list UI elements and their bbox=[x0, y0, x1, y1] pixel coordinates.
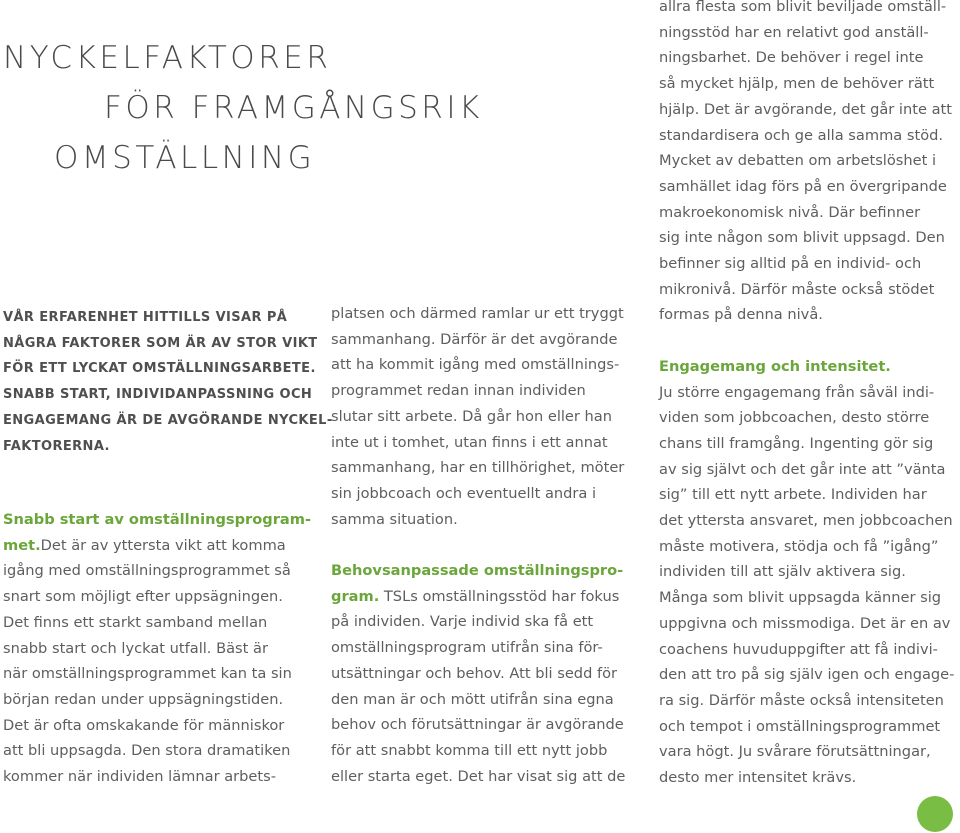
col3-line: formas på denna nivå. bbox=[659, 306, 823, 324]
col3-line: den att tro på sig själv igen och engage- bbox=[659, 666, 955, 684]
col3-line: ra sig. Därför måste också intensiteten bbox=[659, 691, 944, 709]
col3-line: uppgivna och missmodiga. Det är en av bbox=[659, 614, 951, 632]
page-title-line-3: OMSTÄLLNING bbox=[54, 140, 316, 176]
col1-line: snabb start och lyckat utfall. Bäst är bbox=[3, 639, 268, 657]
col3-line: sig” till ett nytt arbete. Individen har bbox=[659, 486, 927, 504]
col2-line-text: TSLs omställningsstöd har fokus bbox=[379, 587, 620, 605]
col1-line: att bli uppsagda. Den stora dramatiken bbox=[3, 742, 291, 760]
col3-line: av sig självt och det går inte att ”vänta bbox=[659, 460, 946, 478]
text-column-2 bbox=[331, 301, 625, 789]
col2-line: för att snabbt komma till ett nytt jobb bbox=[331, 741, 608, 759]
page-title-line-1: NYCKELFAKTORER bbox=[3, 40, 332, 76]
col3-line: så mycket hjälp, men de behöver rätt bbox=[659, 75, 935, 93]
col3-line: ningsstöd har en relativt god anställ- bbox=[659, 23, 929, 41]
intro-line: ENGAGEMANG ÄR DE AVGÖRANDE NYCKEL- bbox=[3, 412, 333, 428]
col3-line: makroekonomisk nivå. Där befinner bbox=[659, 203, 921, 221]
col3-line: standardisera och ge alla samma stöd. bbox=[659, 126, 944, 144]
intro-line: FAKTORERNA. bbox=[3, 438, 110, 454]
col2-line: platsen och därmed ramlar ur ett tryggt bbox=[331, 305, 624, 322]
col3-line: mikronivå. Därför måste också stödet bbox=[659, 280, 935, 298]
col3-line: chans till framgång. Ingenting gör sig bbox=[659, 434, 934, 452]
col3-line: sig inte någon som blivit uppsagd. Den bbox=[659, 229, 945, 247]
intro-line: FÖR ETT LYCKAT OMSTÄLLNINGSARBETE. bbox=[3, 361, 316, 377]
col2-line: behov och förutsättningar är avgörande bbox=[331, 716, 624, 734]
col2-line: på individen. Varje individ ska få ett bbox=[331, 613, 594, 631]
col3-line: vara högt. Ju svårare förutsättningar, bbox=[659, 743, 931, 761]
col3-line: samhället idag förs på en övergripande bbox=[659, 177, 947, 195]
section-heading-snabb-start: Snabb start av omställningsprogram- bbox=[3, 511, 312, 528]
section-heading-engagemang: Engagemang och intensitet. bbox=[659, 357, 891, 375]
col3-line: Många som blivit uppsagda känner sig bbox=[659, 589, 942, 607]
spacer bbox=[659, 328, 954, 354]
col3-line: coachens huvuduppgifter att få indivi- bbox=[659, 640, 938, 658]
section-heading-behovsanpassade-end: gram. bbox=[331, 587, 380, 605]
col2-line: sammanhang, har en tillhörighet, möter bbox=[331, 459, 625, 477]
col1-line-text: Det är av yttersta vikt att komma bbox=[40, 536, 286, 554]
col2-line: eller starta eget. Det har visat sig att de bbox=[331, 767, 626, 785]
intro-paragraph bbox=[3, 305, 333, 459]
col1-line: igång med omställningsprogrammet så bbox=[3, 562, 291, 580]
col2-line bbox=[331, 584, 625, 610]
col3-line: viden som jobbcoachen, desto större bbox=[659, 409, 930, 427]
col1-line: Det är ofta omskakande för människor bbox=[3, 716, 285, 734]
col1-line: kommer när individen lämnar arbets- bbox=[3, 768, 277, 786]
col2-line: att ha kommit igång med omställnings- bbox=[331, 356, 620, 374]
green-circle-icon bbox=[917, 796, 953, 832]
col2-line: sin jobbcoach och eventuellt andra i bbox=[331, 484, 597, 502]
col1-line: början redan under uppsägningstiden. bbox=[3, 690, 284, 708]
col1-line: Det finns ett starkt samband mellan bbox=[3, 613, 268, 631]
col3-line: måste motivera, stödja och få ”igång” bbox=[659, 537, 939, 555]
col2-line: den man är och mött utifrån sina egna bbox=[331, 690, 614, 708]
text-column-3 bbox=[659, 0, 954, 791]
col3-line: Ju större engagemang från såväl indi- bbox=[659, 383, 935, 401]
col3-line: individen till att själv aktivera sig. bbox=[659, 563, 906, 581]
col3-line: befinner sig alltid på en individ- och bbox=[659, 255, 922, 273]
col1-line bbox=[3, 533, 311, 559]
text-column-1 bbox=[3, 507, 311, 790]
page-title-line-2: FÖR FRAMGÅNGSRIK bbox=[104, 90, 483, 126]
col3-line: desto mer intensitet krävs. bbox=[659, 769, 857, 787]
col3-line: hjälp. Det är avgörande, det går inte att bbox=[659, 100, 952, 118]
col3-line: ningsbarhet. De behöver i regel inte bbox=[659, 49, 924, 67]
col3-line: Mycket av debatten om arbetslöshet i bbox=[659, 152, 937, 170]
col2-line: programmet redan innan individen bbox=[331, 382, 586, 400]
col1-line: när omställningsprogrammet kan ta sin bbox=[3, 665, 292, 683]
col2-line: inte ut i tomhet, utan finns i ett annat bbox=[331, 433, 608, 451]
col3-line: allra flesta som blivit beviljade omställ- bbox=[659, 0, 947, 15]
col2-line: slutar sitt arbete. Då går hon eller han bbox=[331, 407, 612, 425]
section-heading-behovsanpassade: Behovsanpassade omställningspro- bbox=[331, 562, 624, 580]
col2-line: sammanhang. Därför är det avgörande bbox=[331, 330, 618, 348]
section-heading-snabb-start-end: met. bbox=[3, 536, 41, 554]
col2-line: utsättningar och behov. Att bli sedd för bbox=[331, 664, 618, 682]
spacer bbox=[331, 532, 625, 558]
col3-line: det yttersta ansvaret, men jobbcoachen bbox=[659, 512, 953, 530]
intro-line: NÅGRA FAKTORER SOM ÄR AV STOR VIKT bbox=[3, 335, 318, 351]
col2-line: samma situation. bbox=[331, 510, 458, 528]
intro-line: SNABB START, INDIVIDANPASSNING OCH bbox=[3, 387, 313, 403]
col3-line: och tempot i omställningsprogrammet bbox=[659, 717, 941, 735]
intro-line: VÅR ERFARENHET HITTILLS VISAR PÅ bbox=[3, 310, 288, 325]
col1-line: snart som möjligt efter uppsägningen. bbox=[3, 588, 283, 606]
col2-line: omställningsprogram utifrån sina för- bbox=[331, 639, 603, 657]
